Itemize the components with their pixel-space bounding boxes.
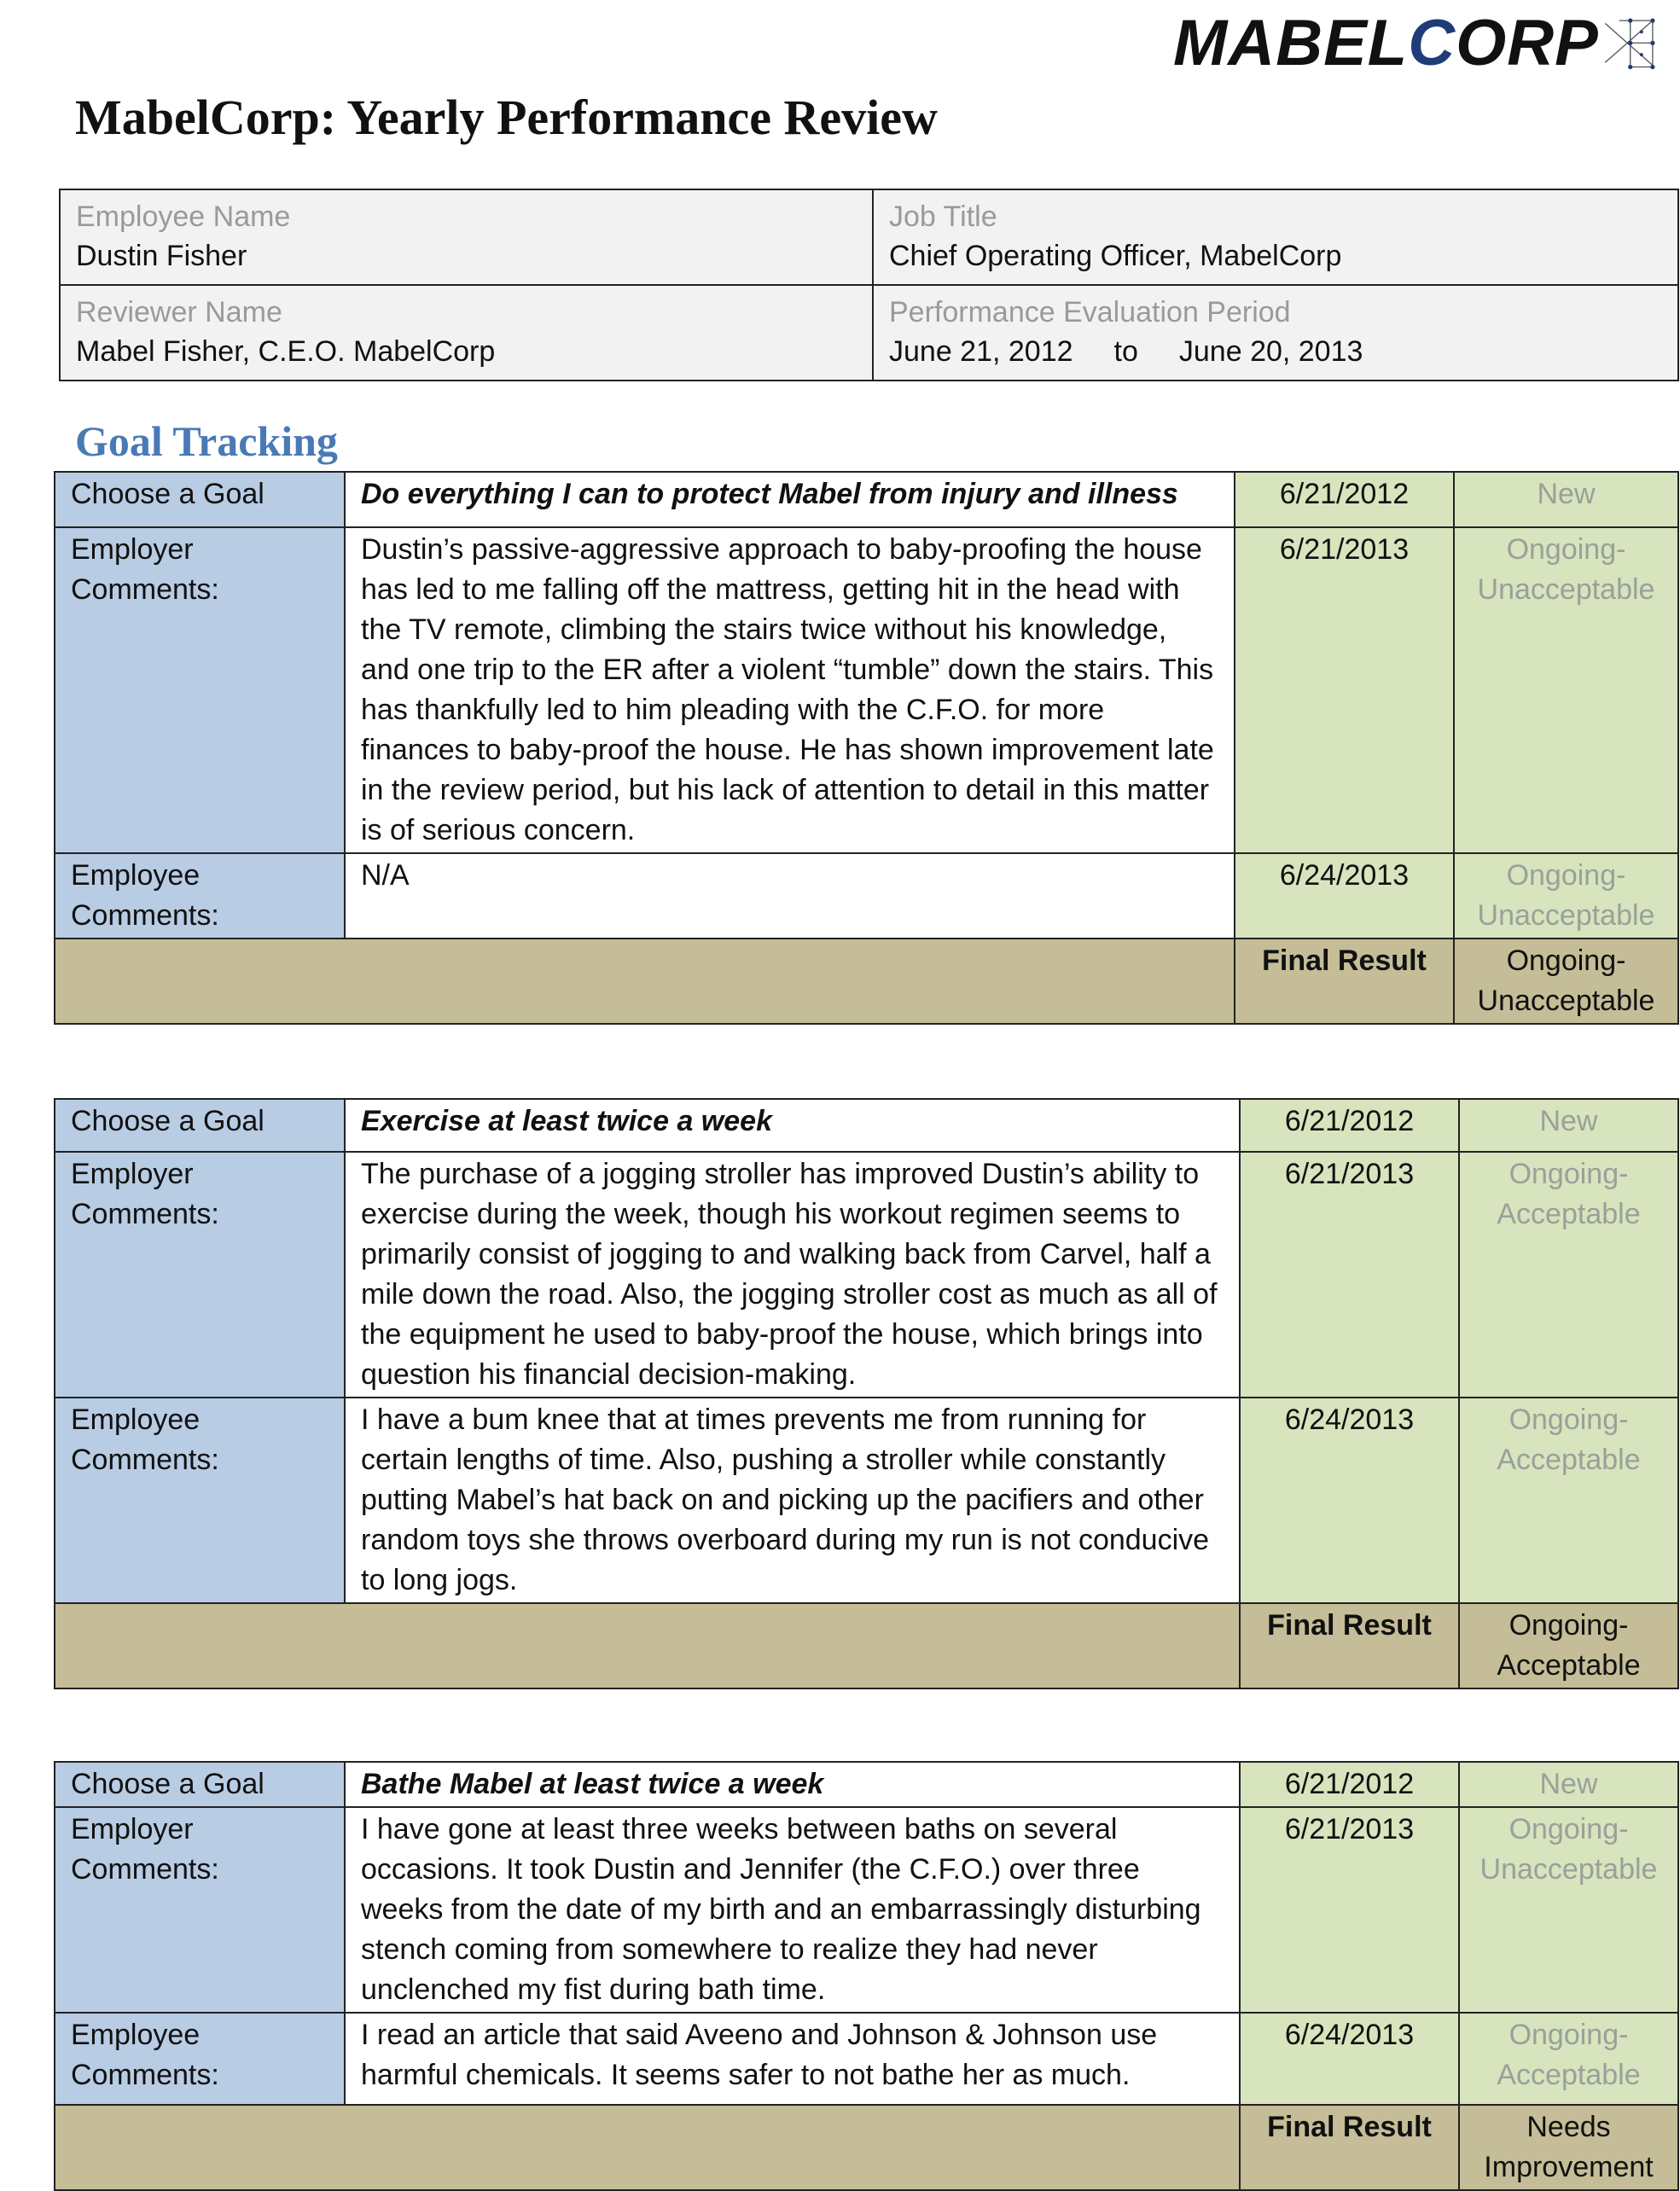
employer-comment-date: 6/21/2013 — [1235, 527, 1454, 853]
goal-name: Bathe Mabel at least twice a week — [345, 1762, 1240, 1807]
reviewer-name-value: Mabel Fisher, C.E.O. MabelCorp — [76, 335, 496, 368]
goal-table — [54, 471, 1679, 1025]
period-end: June 20, 2013 — [1178, 335, 1363, 368]
job-title-value: Chief Operating Officer, MabelCorp — [889, 240, 1342, 272]
evaluation-period-value — [889, 332, 1662, 371]
choose-goal-label: Choose a Goal — [55, 1099, 345, 1152]
goal-table — [54, 1761, 1679, 2191]
reviewer-name-label: Reviewer Name — [76, 296, 282, 328]
employee-comment-date: 6/24/2013 — [1240, 1398, 1459, 1603]
network-grid-icon — [1602, 4, 1655, 83]
employee-name-cell — [60, 189, 873, 285]
employee-comment-status: Ongoing- Unacceptable — [1454, 853, 1678, 939]
employer-comments-label: Employer Comments: — [55, 1152, 345, 1398]
employer-comment: I have gone at least three weeks between baths on several occasions. It took Dustin and Jennifer (the C.F.O.) over three weeks from the date of my birth and an embarrassingly disturbing stench coming from somewhere to realize they had never unclenched my fist during bath time. — [345, 1807, 1240, 2013]
goal-status: New — [1459, 1762, 1678, 1807]
job-title-label: Job Title — [889, 201, 997, 233]
goal-date: 6/21/2012 — [1235, 472, 1454, 527]
goal-name: Do everything I can to protect Mabel from injury and illness — [345, 472, 1235, 527]
logo-wordmark: MABELCORP — [1173, 7, 1599, 79]
employee-comments-label: Employee Comments: — [55, 1398, 345, 1603]
reviewer-name-cell — [60, 285, 873, 381]
goal-status: New — [1454, 472, 1678, 527]
employee-comment-date: 6/24/2013 — [1240, 2013, 1459, 2105]
page-title: MabelCorp: Yearly Performance Review — [75, 90, 938, 145]
final-result-value: Needs Improvement — [1459, 2105, 1678, 2190]
goal-tracking-heading: Goal Tracking — [75, 417, 338, 465]
employee-comment-status: Ongoing- Acceptable — [1459, 1398, 1678, 1603]
employer-comment-status: Ongoing- Unacceptable — [1454, 527, 1678, 853]
employee-comment: I read an article that said Aveeno and Johnson & Johnson use harmful chemicals. It seems safer to not bathe her as much. — [345, 2013, 1240, 2105]
employee-comment: N/A — [345, 853, 1235, 939]
employer-comment: Dustin’s passive-aggressive approach to baby-proofing the house has led to me falling off the mattress, getting hit in the head with the TV remote, climbing the stairs twice without his knowledge, and one trip to the ER after a violent “tumble” down the stairs. This has thankfully led to him pleading with the C.F.O. for more finances to baby-proof the house. He has shown improvement late in the review period, but his lack of attention to detail in this matter is of serious concern. — [345, 527, 1235, 853]
final-result-label: Final Result — [1240, 2105, 1459, 2190]
goal-date: 6/21/2012 — [1240, 1762, 1459, 1807]
period-start: June 21, 2012 — [889, 335, 1073, 368]
period-to: to — [1113, 335, 1138, 368]
final-result-label: Final Result — [1240, 1603, 1459, 1688]
employer-comment-status: Ongoing- Acceptable — [1459, 1152, 1678, 1398]
mabelcorp-logo — [1173, 4, 1655, 83]
employer-comment-date: 6/21/2013 — [1240, 1152, 1459, 1398]
employee-comment-status: Ongoing- Acceptable — [1459, 2013, 1678, 2105]
final-result-spacer — [55, 1603, 1240, 1688]
employee-name-value: Dustin Fisher — [76, 240, 247, 272]
final-result-spacer — [55, 2105, 1240, 2190]
evaluation-period-cell — [873, 285, 1678, 381]
employee-info-table — [59, 189, 1679, 381]
choose-goal-label: Choose a Goal — [55, 1762, 345, 1807]
goal-name: Exercise at least twice a week — [345, 1099, 1240, 1152]
goal-table — [54, 1098, 1679, 1689]
employer-comments-label: Employer Comments: — [55, 527, 345, 853]
final-result-label: Final Result — [1235, 939, 1454, 1024]
employer-comment: The purchase of a jogging stroller has improved Dustin’s ability to exercise during the week, though his workout regimen seems to primarily consist of jogging to and walking back from Carvel, half a mile down the road. Also, the jogging stroller cost as much as all of the equipment he used to baby-proof the house, which brings into question his financial decision-making. — [345, 1152, 1240, 1398]
final-result-value: Ongoing- Acceptable — [1459, 1603, 1678, 1688]
employee-name-label: Employee Name — [76, 201, 291, 233]
final-result-spacer — [55, 939, 1235, 1024]
employer-comments-label: Employer Comments: — [55, 1807, 345, 2013]
goal-date: 6/21/2012 — [1240, 1099, 1459, 1152]
employee-comments-label: Employee Comments: — [55, 2013, 345, 2105]
employee-comment: I have a bum knee that at times prevents me from running for certain lengths of time. Also, pushing a stroller while constantly putting Mabel’s hat back on and picking up the pacifiers and other random toys she throws overboard during my run is not conducive to long jogs. — [345, 1398, 1240, 1603]
job-title-cell — [873, 189, 1678, 285]
goal-status: New — [1459, 1099, 1678, 1152]
final-result-value: Ongoing- Unacceptable — [1454, 939, 1678, 1024]
employee-comment-date: 6/24/2013 — [1235, 853, 1454, 939]
evaluation-period-label: Performance Evaluation Period — [889, 296, 1291, 328]
employer-comment-date: 6/21/2013 — [1240, 1807, 1459, 2013]
employer-comment-status: Ongoing- Unacceptable — [1459, 1807, 1678, 2013]
choose-goal-label: Choose a Goal — [55, 472, 345, 527]
employee-comments-label: Employee Comments: — [55, 853, 345, 939]
